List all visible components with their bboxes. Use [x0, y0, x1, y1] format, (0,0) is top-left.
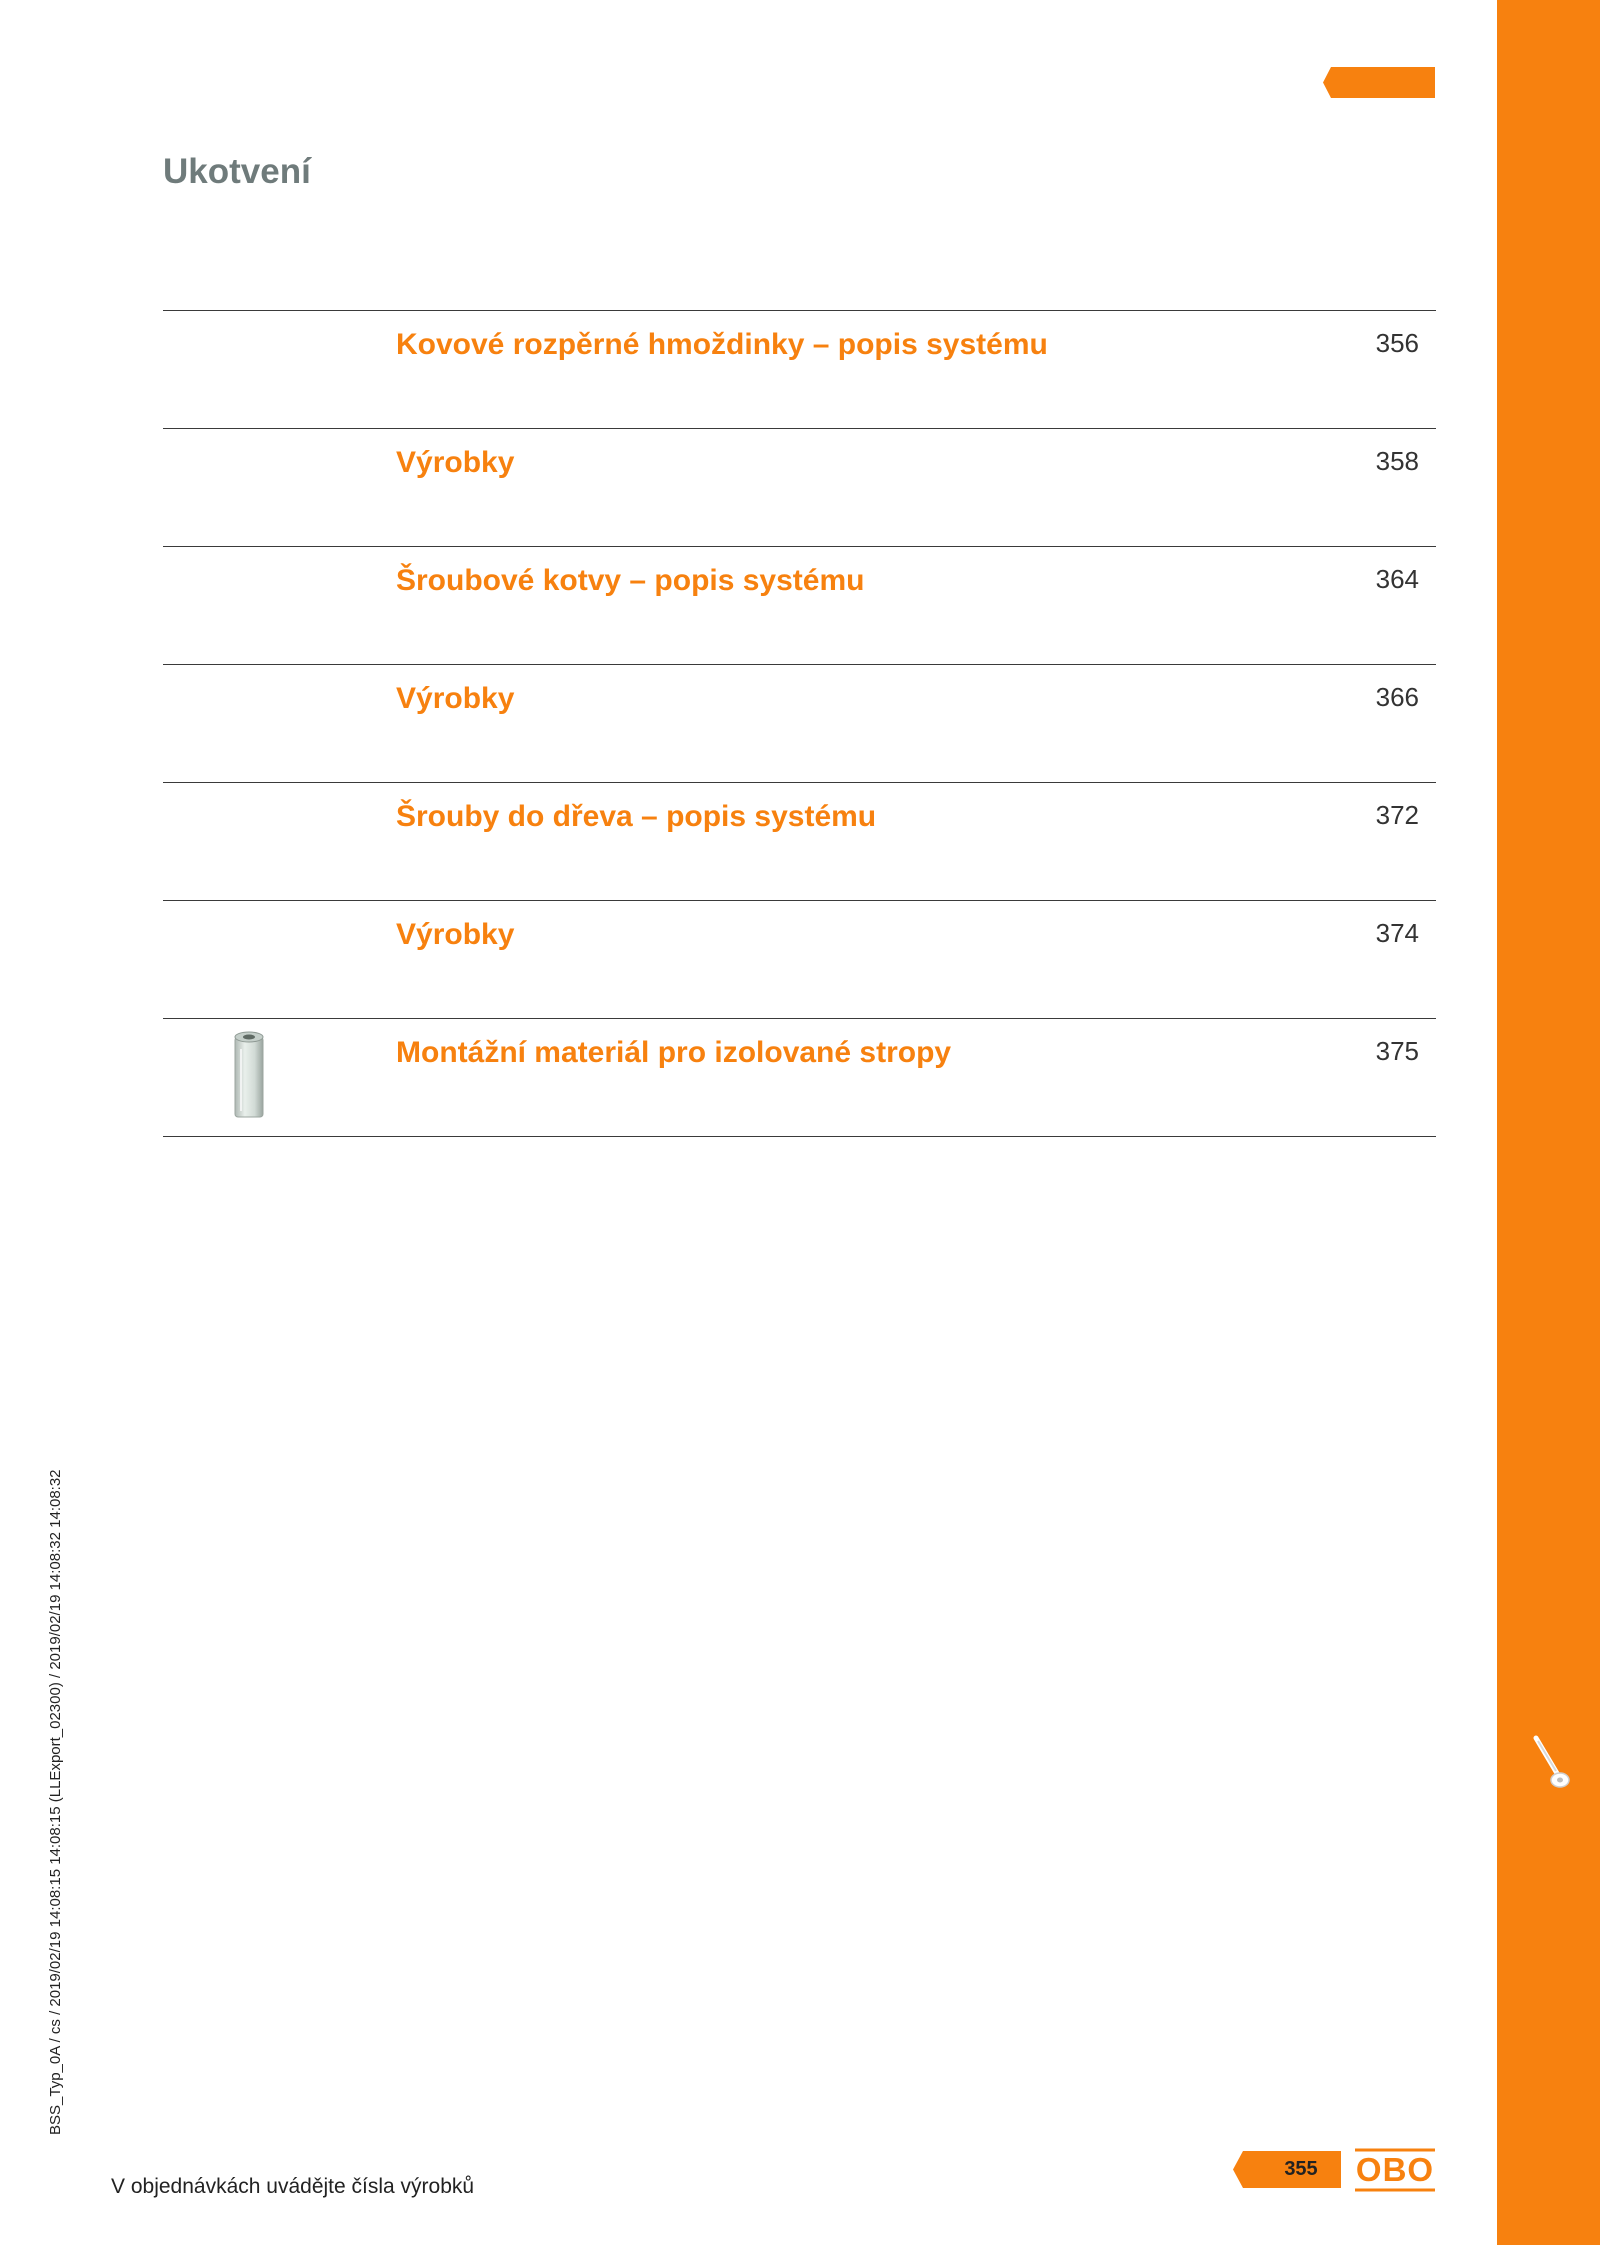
page-title: Ukotvení — [163, 152, 311, 191]
toc-row[interactable] — [163, 429, 1436, 547]
footer-note: V objednávkách uvádějte čísla výrobků — [111, 2175, 475, 2198]
insulation-sleeve-icon — [227, 1029, 271, 1125]
toc-page-number: 375 — [1375, 1036, 1419, 1066]
toc-entry-title[interactable]: Šroubové kotvy – popis systému — [396, 564, 865, 597]
page-number: 355 — [1284, 2158, 1318, 2180]
screw-anchor-icon — [1530, 1735, 1570, 1791]
toc-entry-title[interactable]: Výrobky — [396, 446, 515, 479]
top-section-tab — [1323, 67, 1435, 98]
toc-page-number: 366 — [1375, 682, 1419, 712]
side-color-bar — [1497, 0, 1600, 2245]
toc-page-number: 364 — [1375, 564, 1419, 594]
toc-row[interactable] — [163, 1019, 1436, 1137]
toc-entry-title[interactable]: Šrouby do dřeva – popis systému — [396, 800, 877, 833]
print-metadata: BSS_Typ_0A / cs / 2019/02/19 14:08:15 14:08:15 (LLExport_02300) / 2019/02/19 14:08:32 14:08:32 — [47, 1469, 64, 2135]
obo-logo-text: OBO — [1355, 2151, 1435, 2188]
toc-row[interactable] — [163, 783, 1436, 901]
toc-entry-title[interactable]: Výrobky — [396, 918, 515, 951]
toc-page-number: 358 — [1375, 446, 1419, 476]
toc-row[interactable] — [163, 547, 1436, 665]
toc-row[interactable] — [163, 311, 1436, 429]
toc-entry-title[interactable]: Montážní materiál pro izolované stropy — [396, 1036, 952, 1069]
toc-page-number: 374 — [1375, 918, 1419, 948]
toc-entry-title[interactable]: Výrobky — [396, 682, 515, 715]
table-of-contents — [163, 310, 1436, 1137]
toc-row[interactable] — [163, 665, 1436, 783]
toc-row[interactable] — [163, 901, 1436, 1019]
toc-page-number: 372 — [1375, 800, 1419, 830]
toc-entry-title[interactable]: Kovové rozpěrné hmoždinky – popis systému — [396, 328, 1048, 361]
toc-page-number: 356 — [1375, 328, 1419, 358]
